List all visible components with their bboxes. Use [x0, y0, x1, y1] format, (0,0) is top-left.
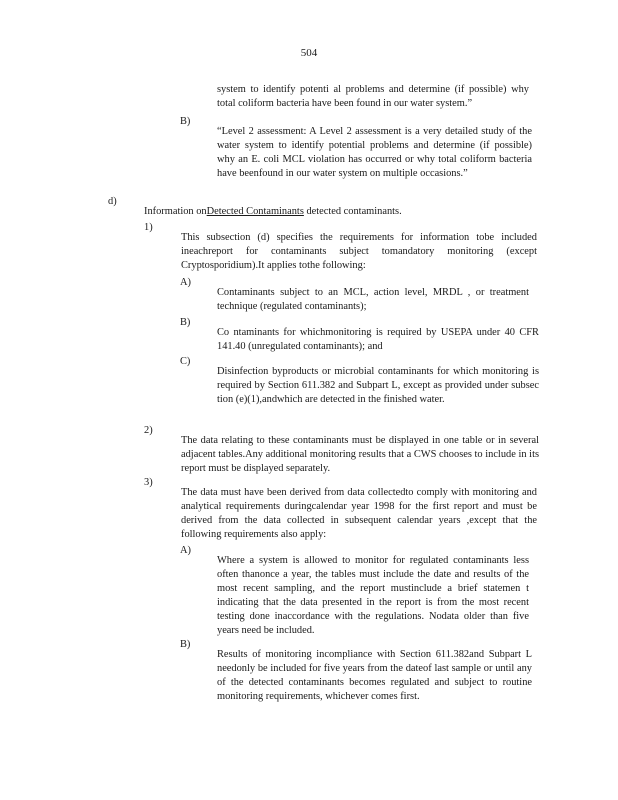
item-label: 1) [144, 222, 153, 233]
item-label: B) [180, 317, 191, 328]
item-text: Disinfection byproducts or microbial contaminants for which monitoring is required by Section 611.382 and Subpart L, except as provided under subsec tion (e)(1),andwhich are detected in the finished water. [217, 366, 539, 406]
item-text: The data relating to these contaminants must be displayed in one table or in several adjacent tables.Any additional monitoring results that a CWS chooses to include in its report must be displayed separately. [181, 435, 539, 475]
heading-text-after: detected contaminants. [303, 206, 402, 218]
item-label: 3) [144, 477, 153, 488]
item-label: C) [180, 356, 191, 367]
item-text: Co ntaminants for whichmonitoring is required by USEPA under 40 CFR 141.40 (unregulated contaminants); and [217, 327, 539, 353]
item-text: “Level 2 assessment: A Level 2 assessment is a very detailed study of the water system to identify potential problems and determine (if possible) why an E. coli MCL violation has occurred or why total coliform bacteria have beenfound in our water system on multiple occasions.” [217, 126, 532, 180]
item-text: This subsection (d) specifies the requirements for information tobe included ineachreport for contaminants subject tomandatory monitoring (except Cryptosporidium).It applies tothe following: [181, 232, 537, 272]
continued-paragraph: system to identify potenti al problems and determine (if possible) why total coliform bacteria have been found in our water system.” [217, 84, 529, 110]
item-text: Where a system is allowed to monitor for regulated contaminants less often thanonce a year, the tables must include the date and results of the most recent sampling, and the report mustinclude a brief statemen t indicating that the data presented in the report is from the most recent testing done inaccordance with the regulations. Nodata older than five years need be included. [217, 555, 529, 637]
item-label: A) [180, 277, 191, 288]
item-label: A) [180, 545, 191, 556]
item-text: Contaminants subject to an MCL, action level, MRDL , or treatment technique (regulated contaminants); [217, 287, 529, 313]
subsection-heading [144, 205, 524, 219]
item-label: B) [180, 116, 191, 127]
item-label: B) [180, 639, 191, 650]
subsection-label: d) [108, 196, 117, 207]
heading-underlined-text: Detected Contaminants [206, 206, 304, 218]
item-text: Results of monitoring incompliance with Section 611.382and Subpart L needonly be included for five years from the dateof last sample or until any of the detected contaminants becomes regulated and subject to routine monitoring requirements, whichever comes first. [217, 649, 532, 703]
item-label: 2) [144, 425, 153, 436]
page-number: 504 [300, 47, 318, 59]
item-text: The data must have been derived from data collectedto comply with monitoring and analytical requirements duringcalendar year 1998 for the first report and must be derived from the data collected in subsequent calendar years ,except that the following requirements also apply: [181, 487, 537, 541]
heading-text-before: Information on [144, 206, 207, 218]
